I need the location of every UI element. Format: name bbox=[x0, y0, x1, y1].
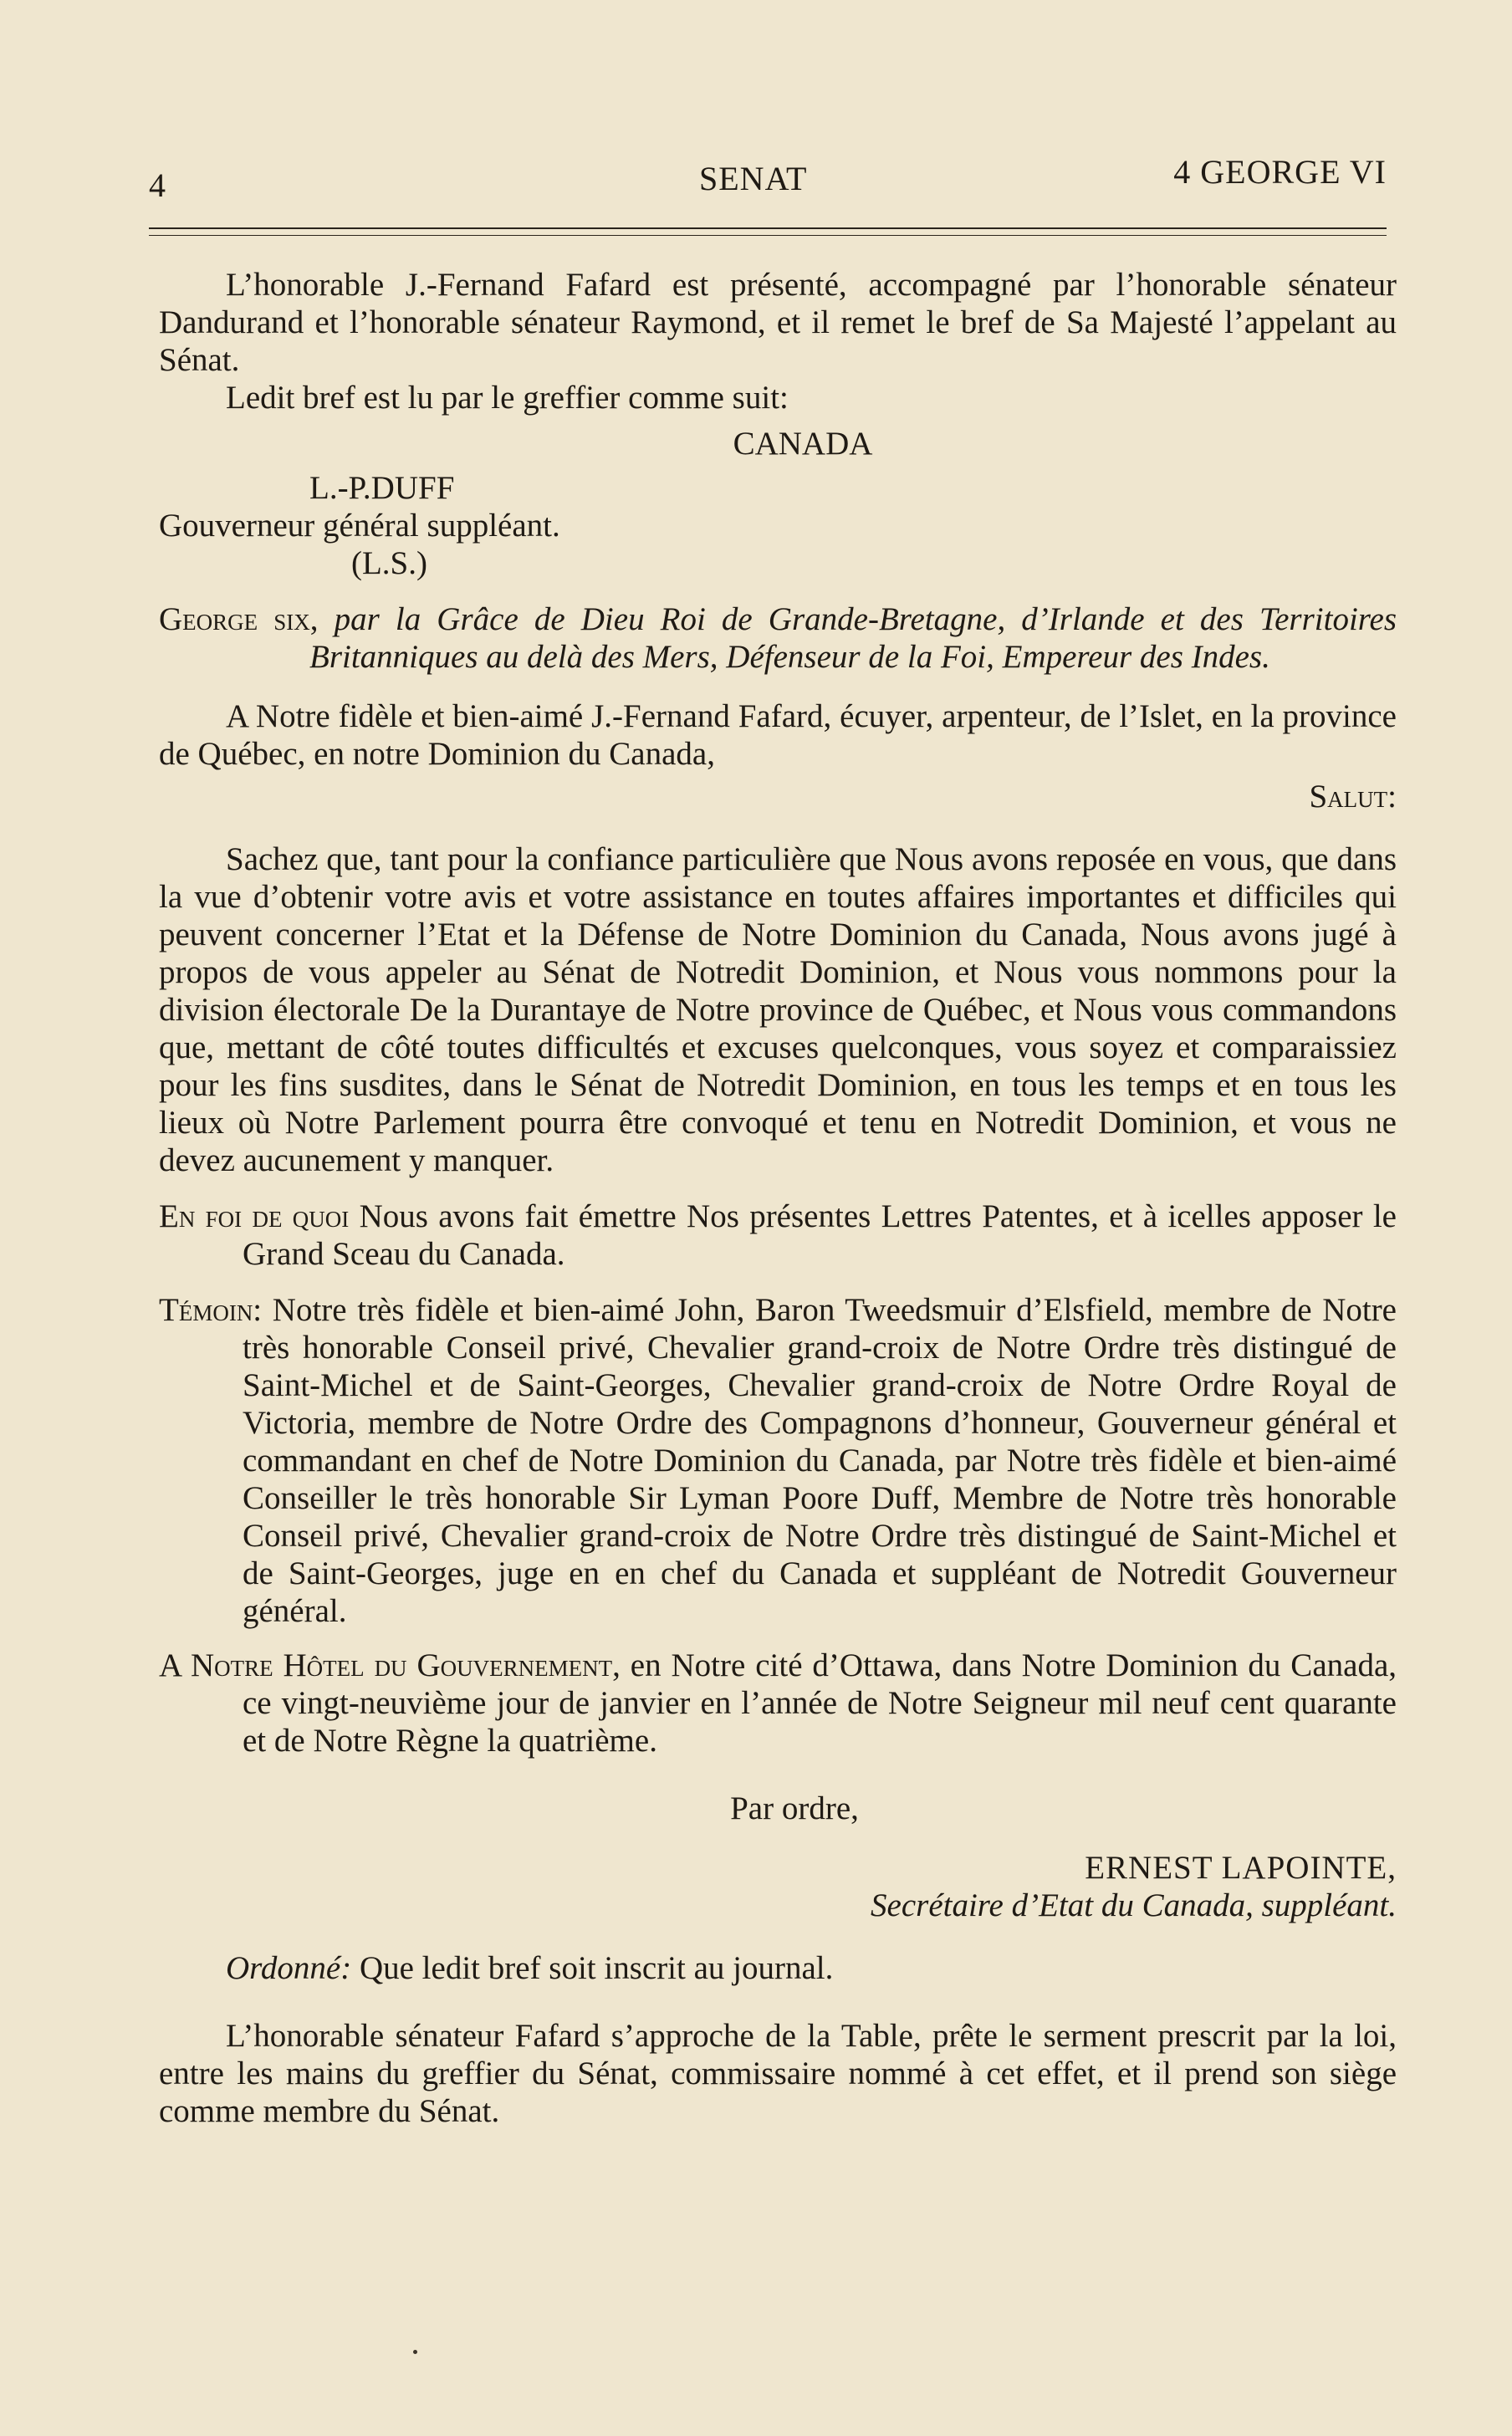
intro-paragraph: L’honorable J.-Fernand Fafard est présenté, accompagné par l’honorable sénateur Dandurand et l’honorable sénateur Raymond, et il remet le bref de Sa Majesté l’appelant au Sénat. bbox=[159, 267, 1397, 378]
document-body bbox=[159, 266, 1397, 2130]
attestation-lead: En foi de quoi bbox=[159, 1198, 350, 1234]
salutation: Salut: bbox=[1309, 779, 1397, 815]
canada-heading: CANADA bbox=[733, 426, 873, 462]
header-rule-thin bbox=[149, 235, 1387, 236]
header-regnal-year: 4 GEORGE VI bbox=[1173, 153, 1387, 191]
order-paragraph bbox=[159, 1949, 1397, 1987]
secretary-name: ERNEST LAPOINTE, bbox=[1085, 1850, 1397, 1886]
ink-speck bbox=[413, 2350, 417, 2354]
royal-name: George six, bbox=[159, 601, 319, 637]
closing-paragraph: L’honorable sénateur Fafard s’approche de la Table, prête le serment prescrit par la loi, entre les mains du greffier du Sénat, commissaire nommé à cet effet, et il prend son siège comme membre du Sénat. bbox=[159, 2018, 1397, 2129]
order-lead: Ordonné: bbox=[226, 1950, 352, 1986]
place-date-text: en Notre cité d’Ottawa, dans Notre Dominion du Canada, ce vingt-neuvième jour de janvier en l’année de Notre Seigneur mil neuf cent quarante et de Notre Règne la quatrième. bbox=[243, 1647, 1397, 1759]
place-prefix: A bbox=[159, 1647, 191, 1683]
signatory-title: Gouverneur général suppléant. bbox=[159, 508, 560, 544]
seal-mark: (L.S.) bbox=[351, 545, 427, 581]
witness-text: Notre très fidèle et bien-aimé John, Baron Tweedsmuir d’Elsfield, membre de Notre très honorable Conseil privé, Chevalier grand-croix de Notre Ordre très distingué de Saint-Michel et de Saint-Georges, Chevalier grand-croix de Notre Ordre Royal de Victoria, membre de Notre Ordre des Compagnons d’honneur, Gouverneur général et commandant en chef de Notre Dominion du Canada, par Notre très fidèle et bien-aimé Conseiller le très honorable Sir Lyman Poore Duff, Membre de Notre très honorable Conseil privé, Chevalier grand-croix de Notre Ordre très distingué de Saint-Michel et de Saint-Georges, juge en en chef du Canada et suppléant de Notredit Gouverneur général. bbox=[243, 1292, 1397, 1629]
secretary-title: Secrétaire d’Etat du Canada, suppléant. bbox=[871, 1887, 1397, 1923]
royal-style-paragraph bbox=[159, 600, 1397, 676]
attestation-paragraph bbox=[159, 1198, 1397, 1273]
signatory-name: L.-P.DUFF bbox=[309, 470, 455, 506]
read-paragraph: Ledit bref est lu par le greffier comme suit: bbox=[226, 380, 789, 416]
header-rule-thick bbox=[149, 227, 1387, 229]
address-paragraph: A Notre fidèle et bien-aimé J.-Fernand Fafard, écuyer, arpenteur, de l’Islet, en la province de Québec, en notre Dominion du Canada, bbox=[159, 698, 1397, 772]
page-number: 4 bbox=[149, 166, 166, 204]
royal-titles: par la Grâce de Dieu Roi de Grande-Bretagne, d’Irlande et des Territoires Britanniques au delà des Mers, Défenseur de la Foi, Empereur des Indes. bbox=[309, 601, 1397, 675]
header-title: SENAT bbox=[699, 160, 808, 197]
running-header bbox=[149, 151, 1387, 204]
place-date-paragraph bbox=[159, 1647, 1397, 1759]
witness-paragraph bbox=[159, 1291, 1397, 1630]
place-name: Notre Hôtel du Gouvernement, bbox=[190, 1647, 621, 1683]
attestation-text: Nous avons fait émettre Nos présentes Lettres Patentes, et à icelles apposer le Grand Sceau du Canada. bbox=[243, 1198, 1397, 1272]
writ-body-paragraph: Sachez que, tant pour la confiance particulière que Nous avons reposée en vous, que dans la vue d’obtenir votre avis et votre assistance en toutes affaires importantes et difficiles qui peuvent concerner l’Etat et la Défense de Notre Dominion du Canada, Nous avons jugé à propos de vous appeler au Sénat de Notredit Dominion, et Nous vous nommons pour la division électorale De la Durantaye de Notre province de Québec, et Nous vous commandons que, mettant de côté toutes difficultés et excuses quelconques, vous soyez et comparaissiez pour les fins susdites, dans le Sénat de Notredit Dominion, en tous les temps et en tous les lieux où Notre Parlement pourra être convoqué et tenu en Notredit Dominion, et vous ne devez aucunement y manquer. bbox=[159, 841, 1397, 1178]
witness-lead: Témoin: bbox=[159, 1292, 263, 1328]
by-order: Par ordre, bbox=[730, 1790, 859, 1826]
order-text: Que ledit bref soit inscrit au journal. bbox=[351, 1950, 834, 1986]
